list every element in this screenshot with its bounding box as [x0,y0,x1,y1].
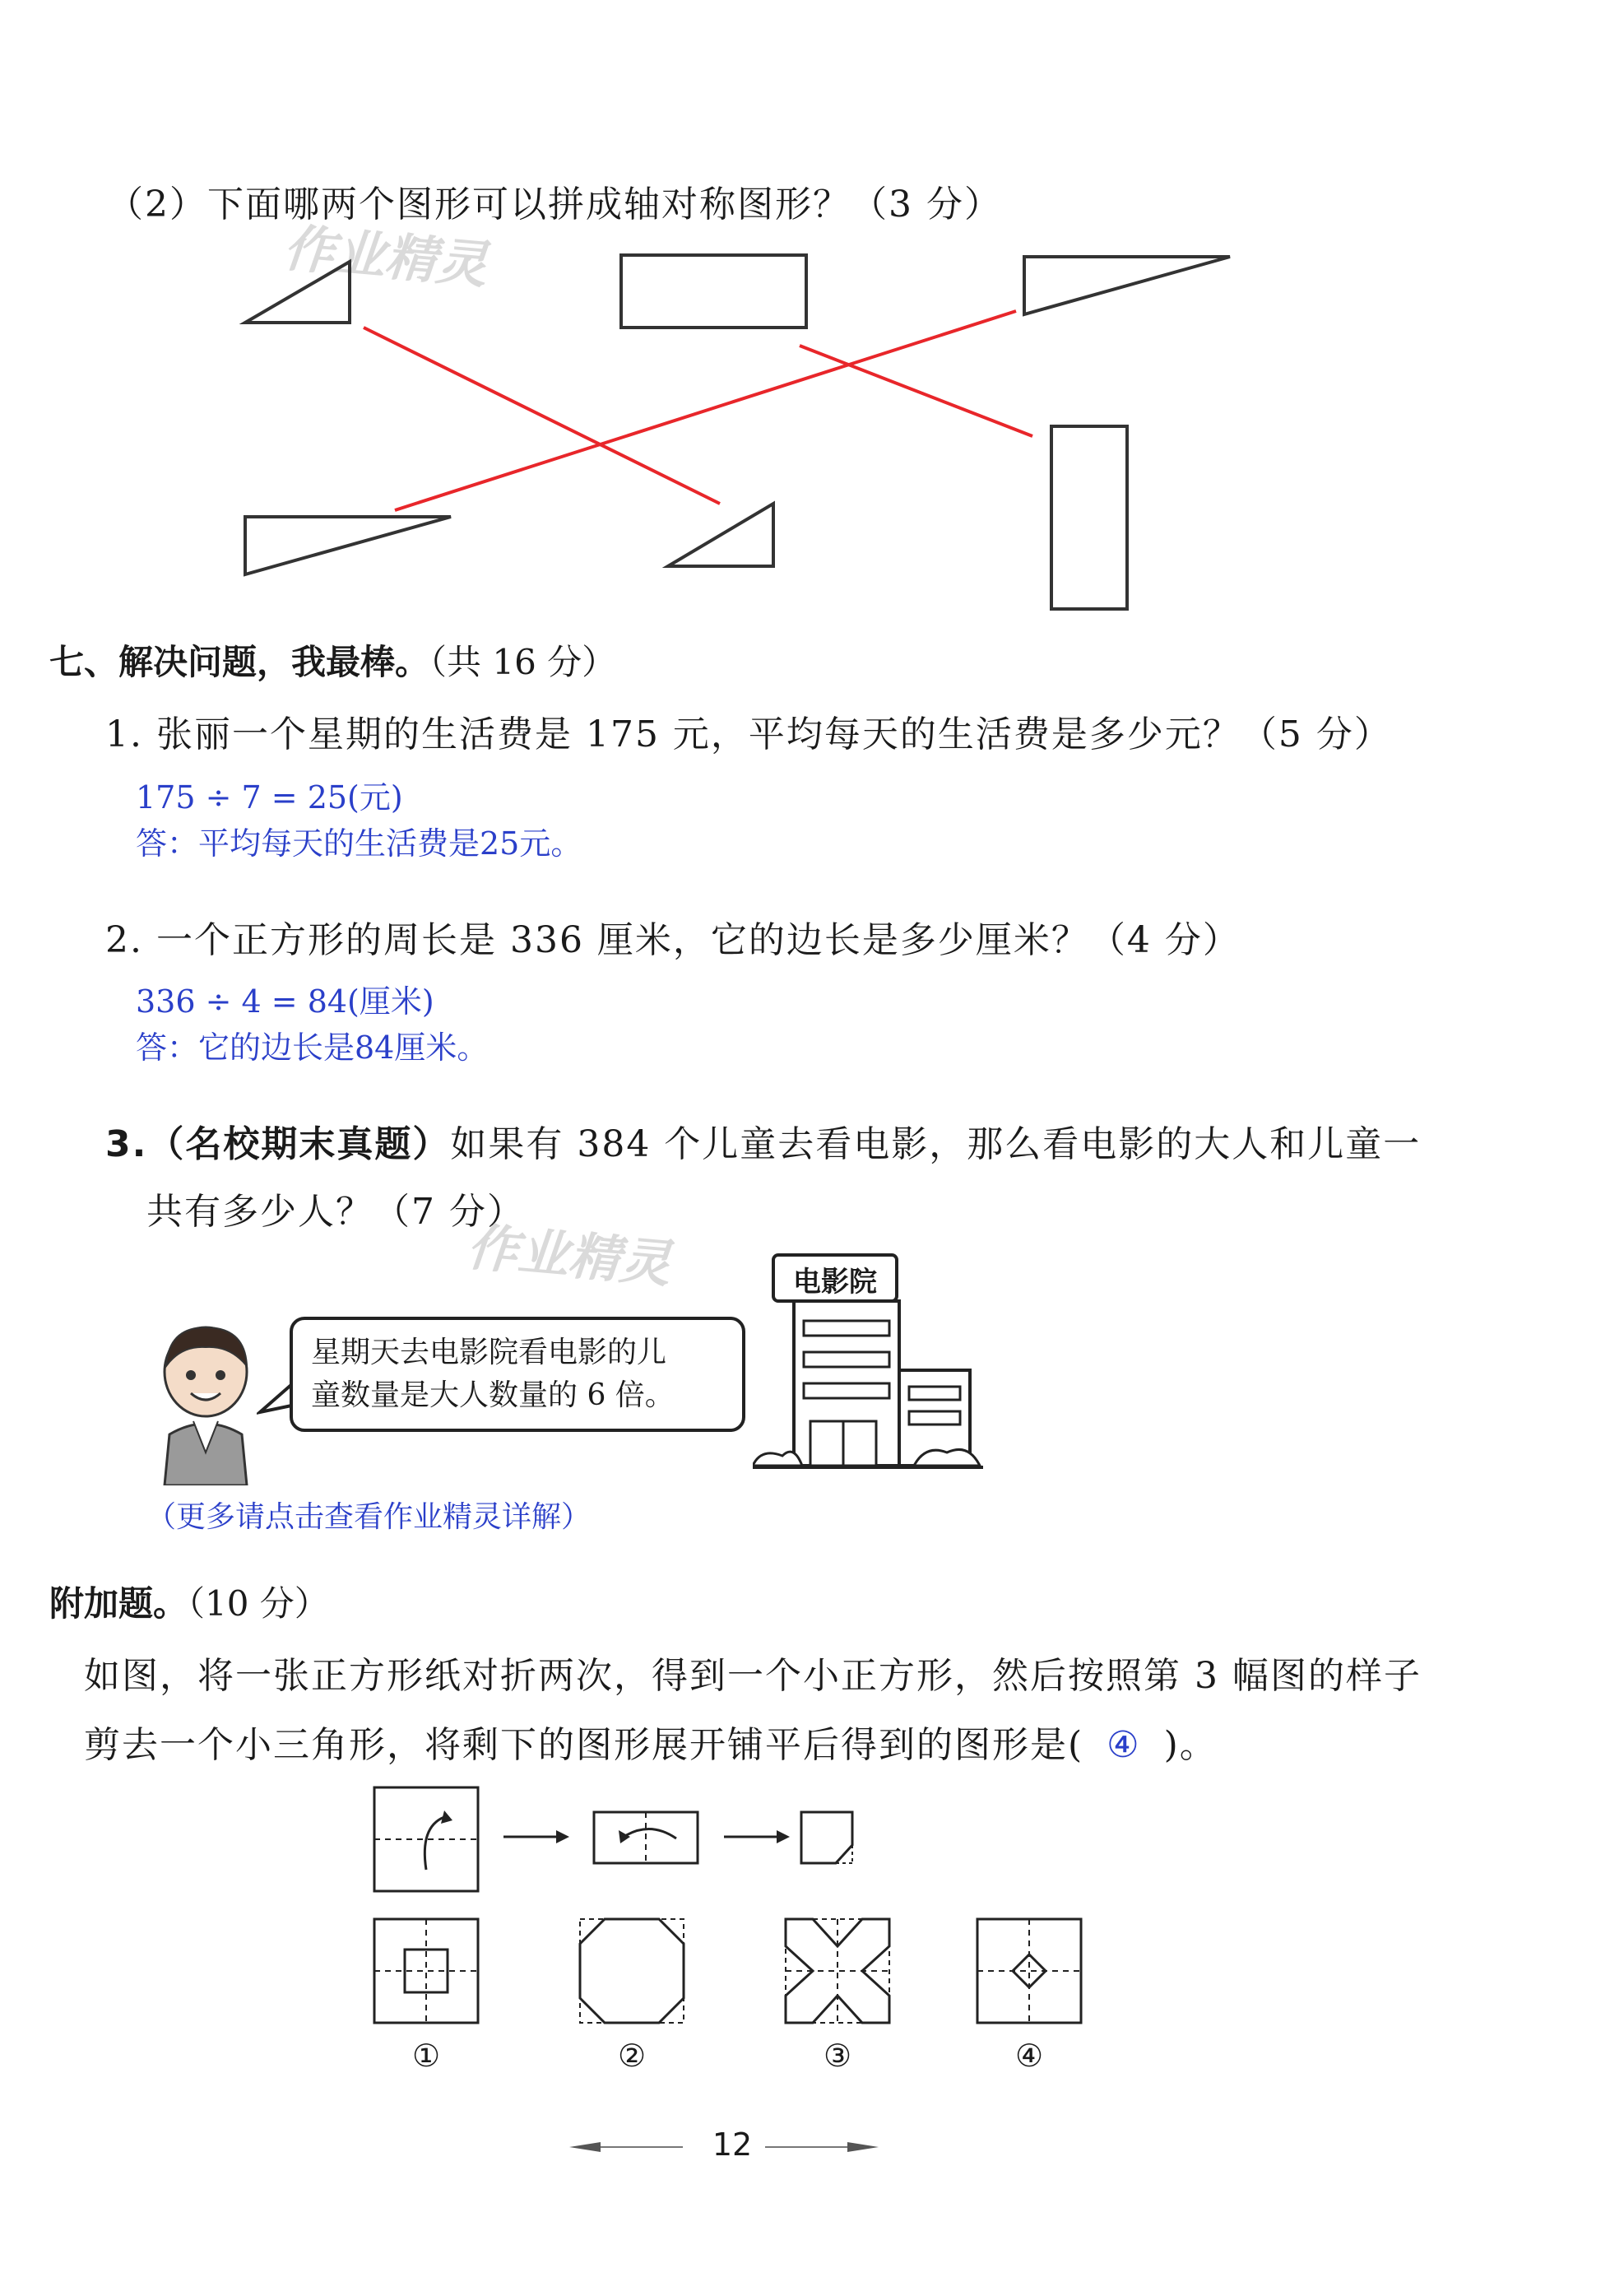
bonus-text-post: )。 [1163,1724,1218,1766]
detail-link[interactable]: （更多请点击查看作业精灵详解） [146,1500,592,1534]
bubble-line-1: 星期天去电影院看电影的儿 [311,1336,667,1369]
small-right-triangle-bottom [668,504,773,566]
paper-step-3 [801,1812,852,1863]
question-2-text: 2. 一个正方形的周长是 336 厘米，它的边长是多少厘米？（4 分） [105,919,1241,961]
bonus-text-line-1: 如图，将一张正方形纸对折两次，得到一个小正方形，然后按照第 3 幅图的样子 [84,1655,1422,1697]
page-number: 12 [712,2126,753,2163]
section-7-title: 七、解决问题，我最棒。 [49,642,430,682]
option-4-label: ④ [1014,2038,1044,2074]
match-line-small-triangles [364,328,720,504]
bonus-score: （10 分） [188,1583,329,1624]
boy-illustration [148,1321,263,1485]
section-7-score: （共 16 分） [429,642,617,682]
option-2-figure [580,1919,684,2023]
question-3-line-1 [105,1114,1421,1167]
horizontal-rectangle [621,255,806,328]
fold-arrow-icon [425,1817,444,1870]
match-line-long-triangles [395,311,1016,510]
long-triangle-top-right [1024,257,1230,314]
question-3-text-1: 如果有 384 个儿童去看电影，那么看电影的大人和儿童一 [450,1123,1422,1165]
bonus-title: 附加题。 [49,1583,188,1624]
bonus-text-line-2 [84,1715,1218,1768]
small-right-triangle-top-left [245,262,350,323]
watermark: 作业精灵 [464,1216,674,1294]
question-1-text: 1. 张丽一个星期的生活费是 175 元，平均每天的生活费是多少元？（5 分） [105,713,1392,755]
match-line-rectangles [800,346,1032,436]
folding-steps-figure [362,1778,889,1901]
bubble-line-2: 童数量是大人数量的 6 倍。 [311,1378,675,1412]
option-3-label: ③ [823,2038,852,2074]
question-3-tag: 3.（名校期末真题） [105,1123,451,1165]
cinema-sign-label: 电影院 [793,1266,877,1299]
option-1-figure [374,1919,478,2023]
section-7-heading [49,635,616,685]
option-1-label: ① [411,2038,441,2074]
vertical-rectangle [1051,426,1127,609]
question-3-line-2: 共有多少人？（7 分） [146,1191,525,1233]
watermark: 作业精灵 [281,217,490,295]
matching-question-text: （2）下面哪两个图形可以拼成轴对称图形？（3 分） [107,184,1002,225]
question-2-answer-sentence: 答：它的边长是84厘米。 [136,1029,489,1066]
shape-matching-figure [0,0,1610,625]
bonus-answer: ④ [1107,1724,1141,1766]
question-2-answer-equation: 336 ÷ 4 = 84(厘米) [136,983,434,1020]
bonus-text-pre: 剪去一个小三角形，将剩下的图形展开铺平后得到的图形是( [84,1724,1084,1766]
speech-bubble [290,1317,745,1432]
answer-options-figure [362,1909,1102,2041]
question-1-answer-equation: 175 ÷ 7 = 25(元) [136,779,403,816]
option-4-figure [977,1919,1081,2023]
long-triangle-bottom-left [245,517,451,574]
option-3-figure [786,1919,889,2023]
option-2-label: ② [617,2038,647,2074]
question-1-answer-sentence: 答：平均每天的生活费是25元。 [136,825,582,862]
fold-arrow-icon [624,1829,676,1838]
bonus-heading [49,1577,329,1626]
